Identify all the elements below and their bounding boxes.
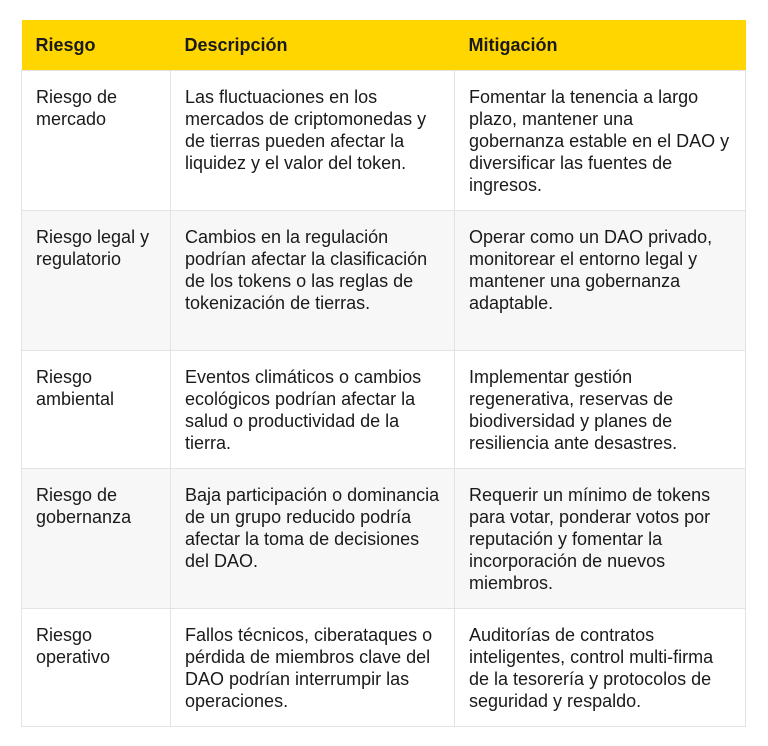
risk-table-container — [21, 20, 745, 727]
table-row — [22, 211, 746, 351]
description-cell: Eventos climáticos o cambios ecológicos podrían afectar la salud o productividad de la tierra. — [171, 351, 455, 469]
table-row — [22, 469, 746, 609]
mitigation-cell: Fomentar la tenencia a largo plazo, mantener una gobernanza estable en el DAO y diversificar las fuentes de ingresos. — [455, 71, 746, 211]
table-row — [22, 71, 746, 211]
risk-cell: Riesgo legal y regulatorio — [22, 211, 171, 351]
mitigation-cell: Requerir un mínimo de tokens para votar, ponderar votos por reputación y fomentar la incorporación de nuevos miembros. — [455, 469, 746, 609]
description-cell: Fallos técnicos, ciberataques o pérdida de miembros clave del DAO podrían interrumpir las operaciones. — [171, 609, 455, 727]
mitigation-cell: Operar como un DAO privado, monitorear el entorno legal y mantener una gobernanza adaptable. — [455, 211, 746, 351]
risk-cell: Riesgo operativo — [22, 609, 171, 727]
mitigation-cell: Implementar gestión regenerativa, reservas de biodiversidad y planes de resiliencia ante desastres. — [455, 351, 746, 469]
header-mitigation: Mitigación — [455, 20, 746, 71]
header-risk: Riesgo — [22, 20, 171, 71]
risk-cell: Riesgo ambiental — [22, 351, 171, 469]
header-description: Descripción — [171, 20, 455, 71]
table-header-row — [22, 20, 746, 71]
description-cell: Cambios en la regulación podrían afectar la clasificación de los tokens o las reglas de tokenización de tierras. — [171, 211, 455, 351]
description-cell: Las fluctuaciones en los mercados de criptomonedas y de tierras pueden afectar la liquidez y el valor del token. — [171, 71, 455, 211]
mitigation-cell: Auditorías de contratos inteligentes, control multi-firma de la tesorería y protocolos de seguridad y respaldo. — [455, 609, 746, 727]
risk-cell: Riesgo de gobernanza — [22, 469, 171, 609]
risk-cell: Riesgo de mercado — [22, 71, 171, 211]
table-row — [22, 351, 746, 469]
description-cell: Baja participación o dominancia de un grupo reducido podría afectar la toma de decisiones del DAO. — [171, 469, 455, 609]
risk-table — [21, 20, 746, 727]
table-row — [22, 609, 746, 727]
